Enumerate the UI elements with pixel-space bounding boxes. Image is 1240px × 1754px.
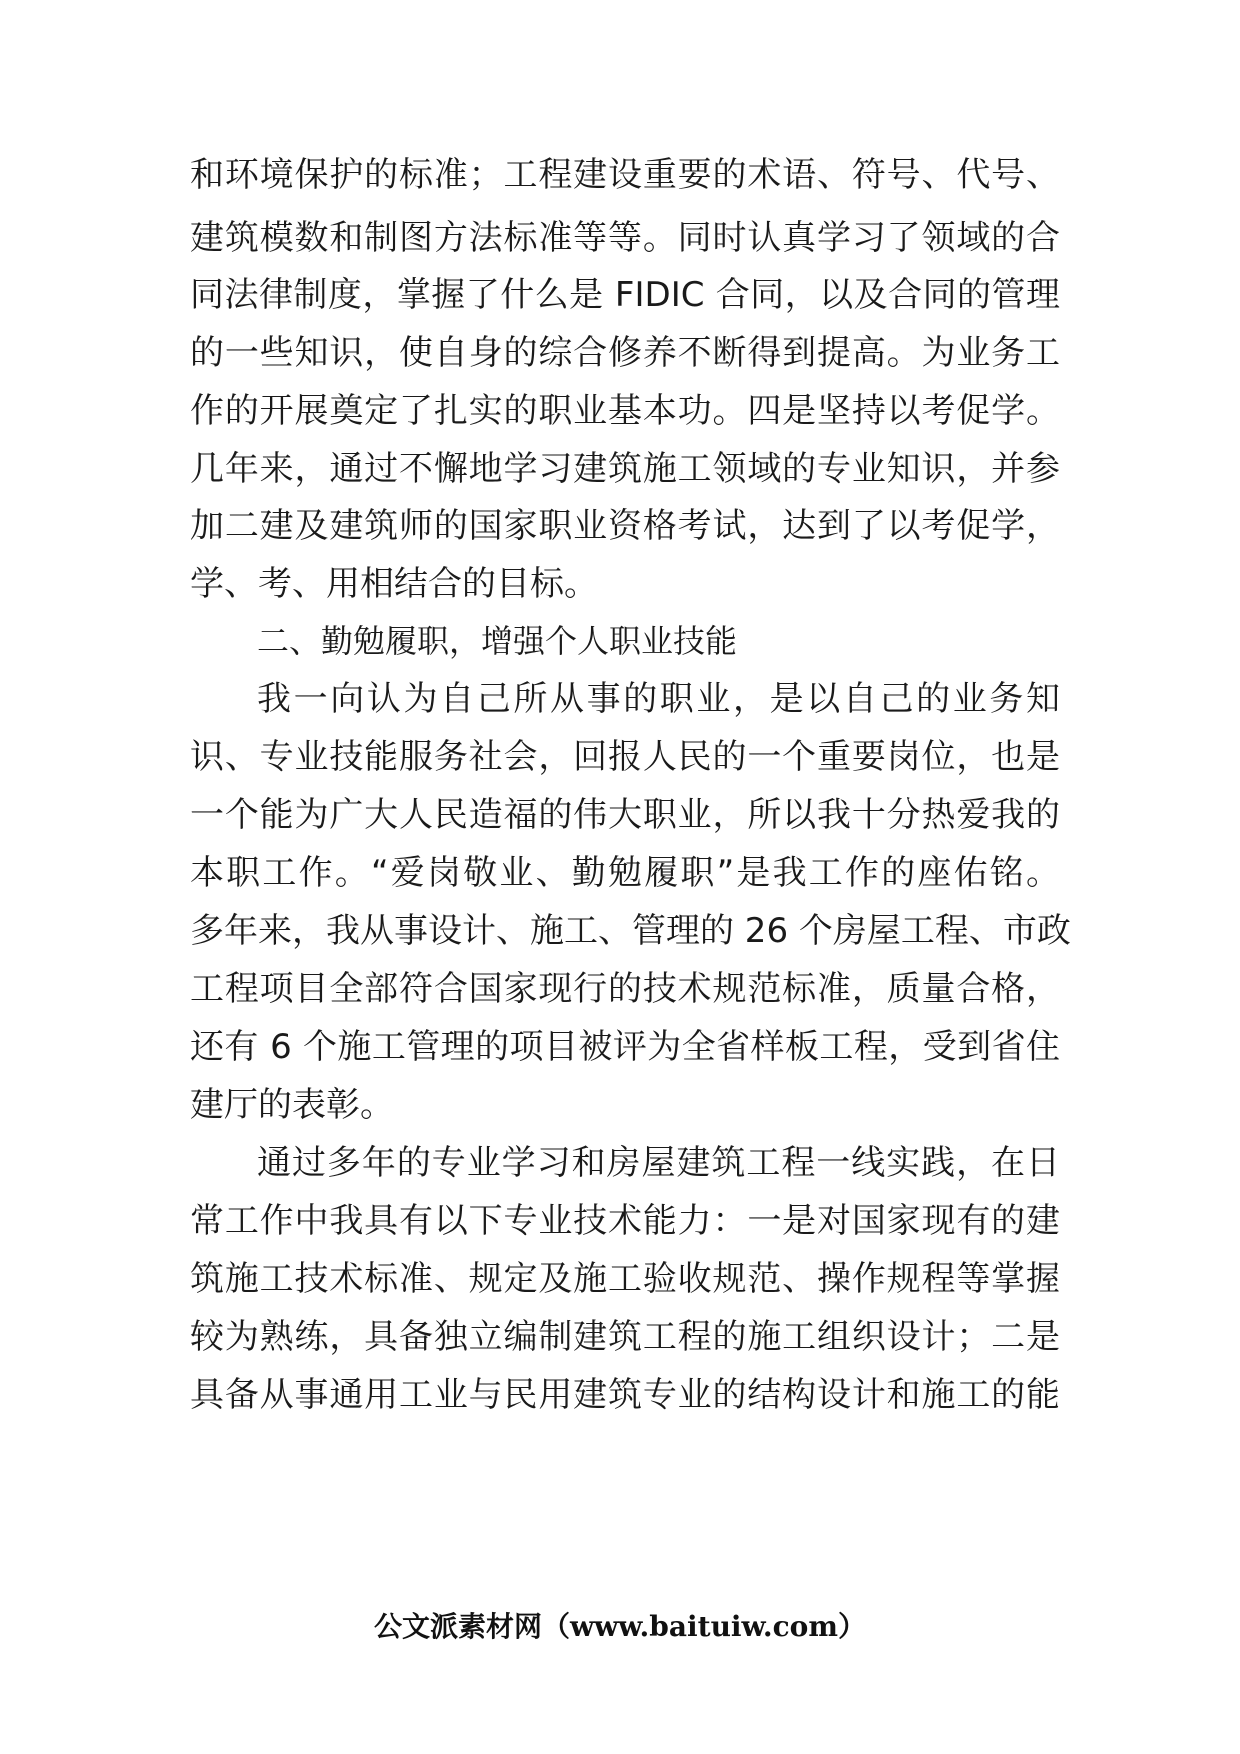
paragraph-2-line-5: 多年来，我从事设计、施工、管理的 26 个房屋工程、市政 (190, 911, 1071, 951)
paragraph-3-line-1: 通过多年的专业学习和房屋建筑工程一线实践，在日 (257, 1143, 1060, 1183)
section-heading-2: 二、勤勉履职，增强个人职业技能 (257, 622, 738, 660)
paragraph-2-line-8: 建厅的表彰。 (190, 1085, 394, 1125)
paragraph-3-line-3: 筑施工技术标准、规定及施工验收规范、操作规程等掌握 (190, 1259, 1060, 1299)
paragraph-3-line-5: 具备从事通用工业与民用建筑专业的结构设计和施工的能 (190, 1375, 1060, 1415)
paragraph-1-line-5: 作的开展奠定了扎实的职业基本功。四是坚持以考促学。 (190, 391, 1060, 431)
paragraph-1-line-4: 的一些知识，使自身的综合修养不断得到提高。为业务工 (190, 333, 1060, 373)
paragraph-2-line-2: 识、专业技能服务社会，回报人民的一个重要岗位，也是 (190, 737, 1060, 777)
paragraph-1-line-3: 同法律制度，掌握了什么是 FIDIC 合同，以及合同的管理 (190, 275, 1060, 315)
paragraph-3-line-4: 较为熟练，具备独立编制建筑工程的施工组织设计；二是 (190, 1317, 1060, 1357)
paragraph-1-line-8: 学、考、用相结合的目标。 (190, 564, 598, 604)
paragraph-1-line-1: 和环境保护的标准；工程建设重要的术语、符号、代号、 (190, 155, 1060, 195)
paragraph-2-line-6: 工程项目全部符合国家现行的技术规范标准，质量合格， (190, 969, 1060, 1009)
page-footer: 公文派素材网（www.baituiw.com） (374, 1610, 866, 1643)
paragraph-2-line-4: 本职工作。“爱岗敬业、勤勉履职”是我工作的座佑铭。 (190, 853, 1060, 893)
paragraph-2-line-7: 还有 6 个施工管理的项目被评为全省样板工程，受到省住 (190, 1027, 1060, 1067)
paragraph-3-line-2: 常工作中我具有以下专业技术能力：一是对国家现有的建 (190, 1201, 1060, 1241)
paragraph-1-line-6: 几年来，通过不懈地学习建筑施工领域的专业知识，并参 (190, 449, 1060, 489)
paragraph-1-line-7: 加二建及建筑师的国家职业资格考试，达到了以考促学， (190, 506, 1060, 546)
paragraph-2-line-3: 一个能为广大人民造福的伟大职业，所以我十分热爱我的 (190, 795, 1060, 835)
paragraph-2-line-1: 我一向认为自己所从事的职业，是以自己的业务知 (257, 679, 1060, 719)
paragraph-1-line-2: 建筑模数和制图方法标准等等。同时认真学习了领域的合 (190, 218, 1060, 258)
